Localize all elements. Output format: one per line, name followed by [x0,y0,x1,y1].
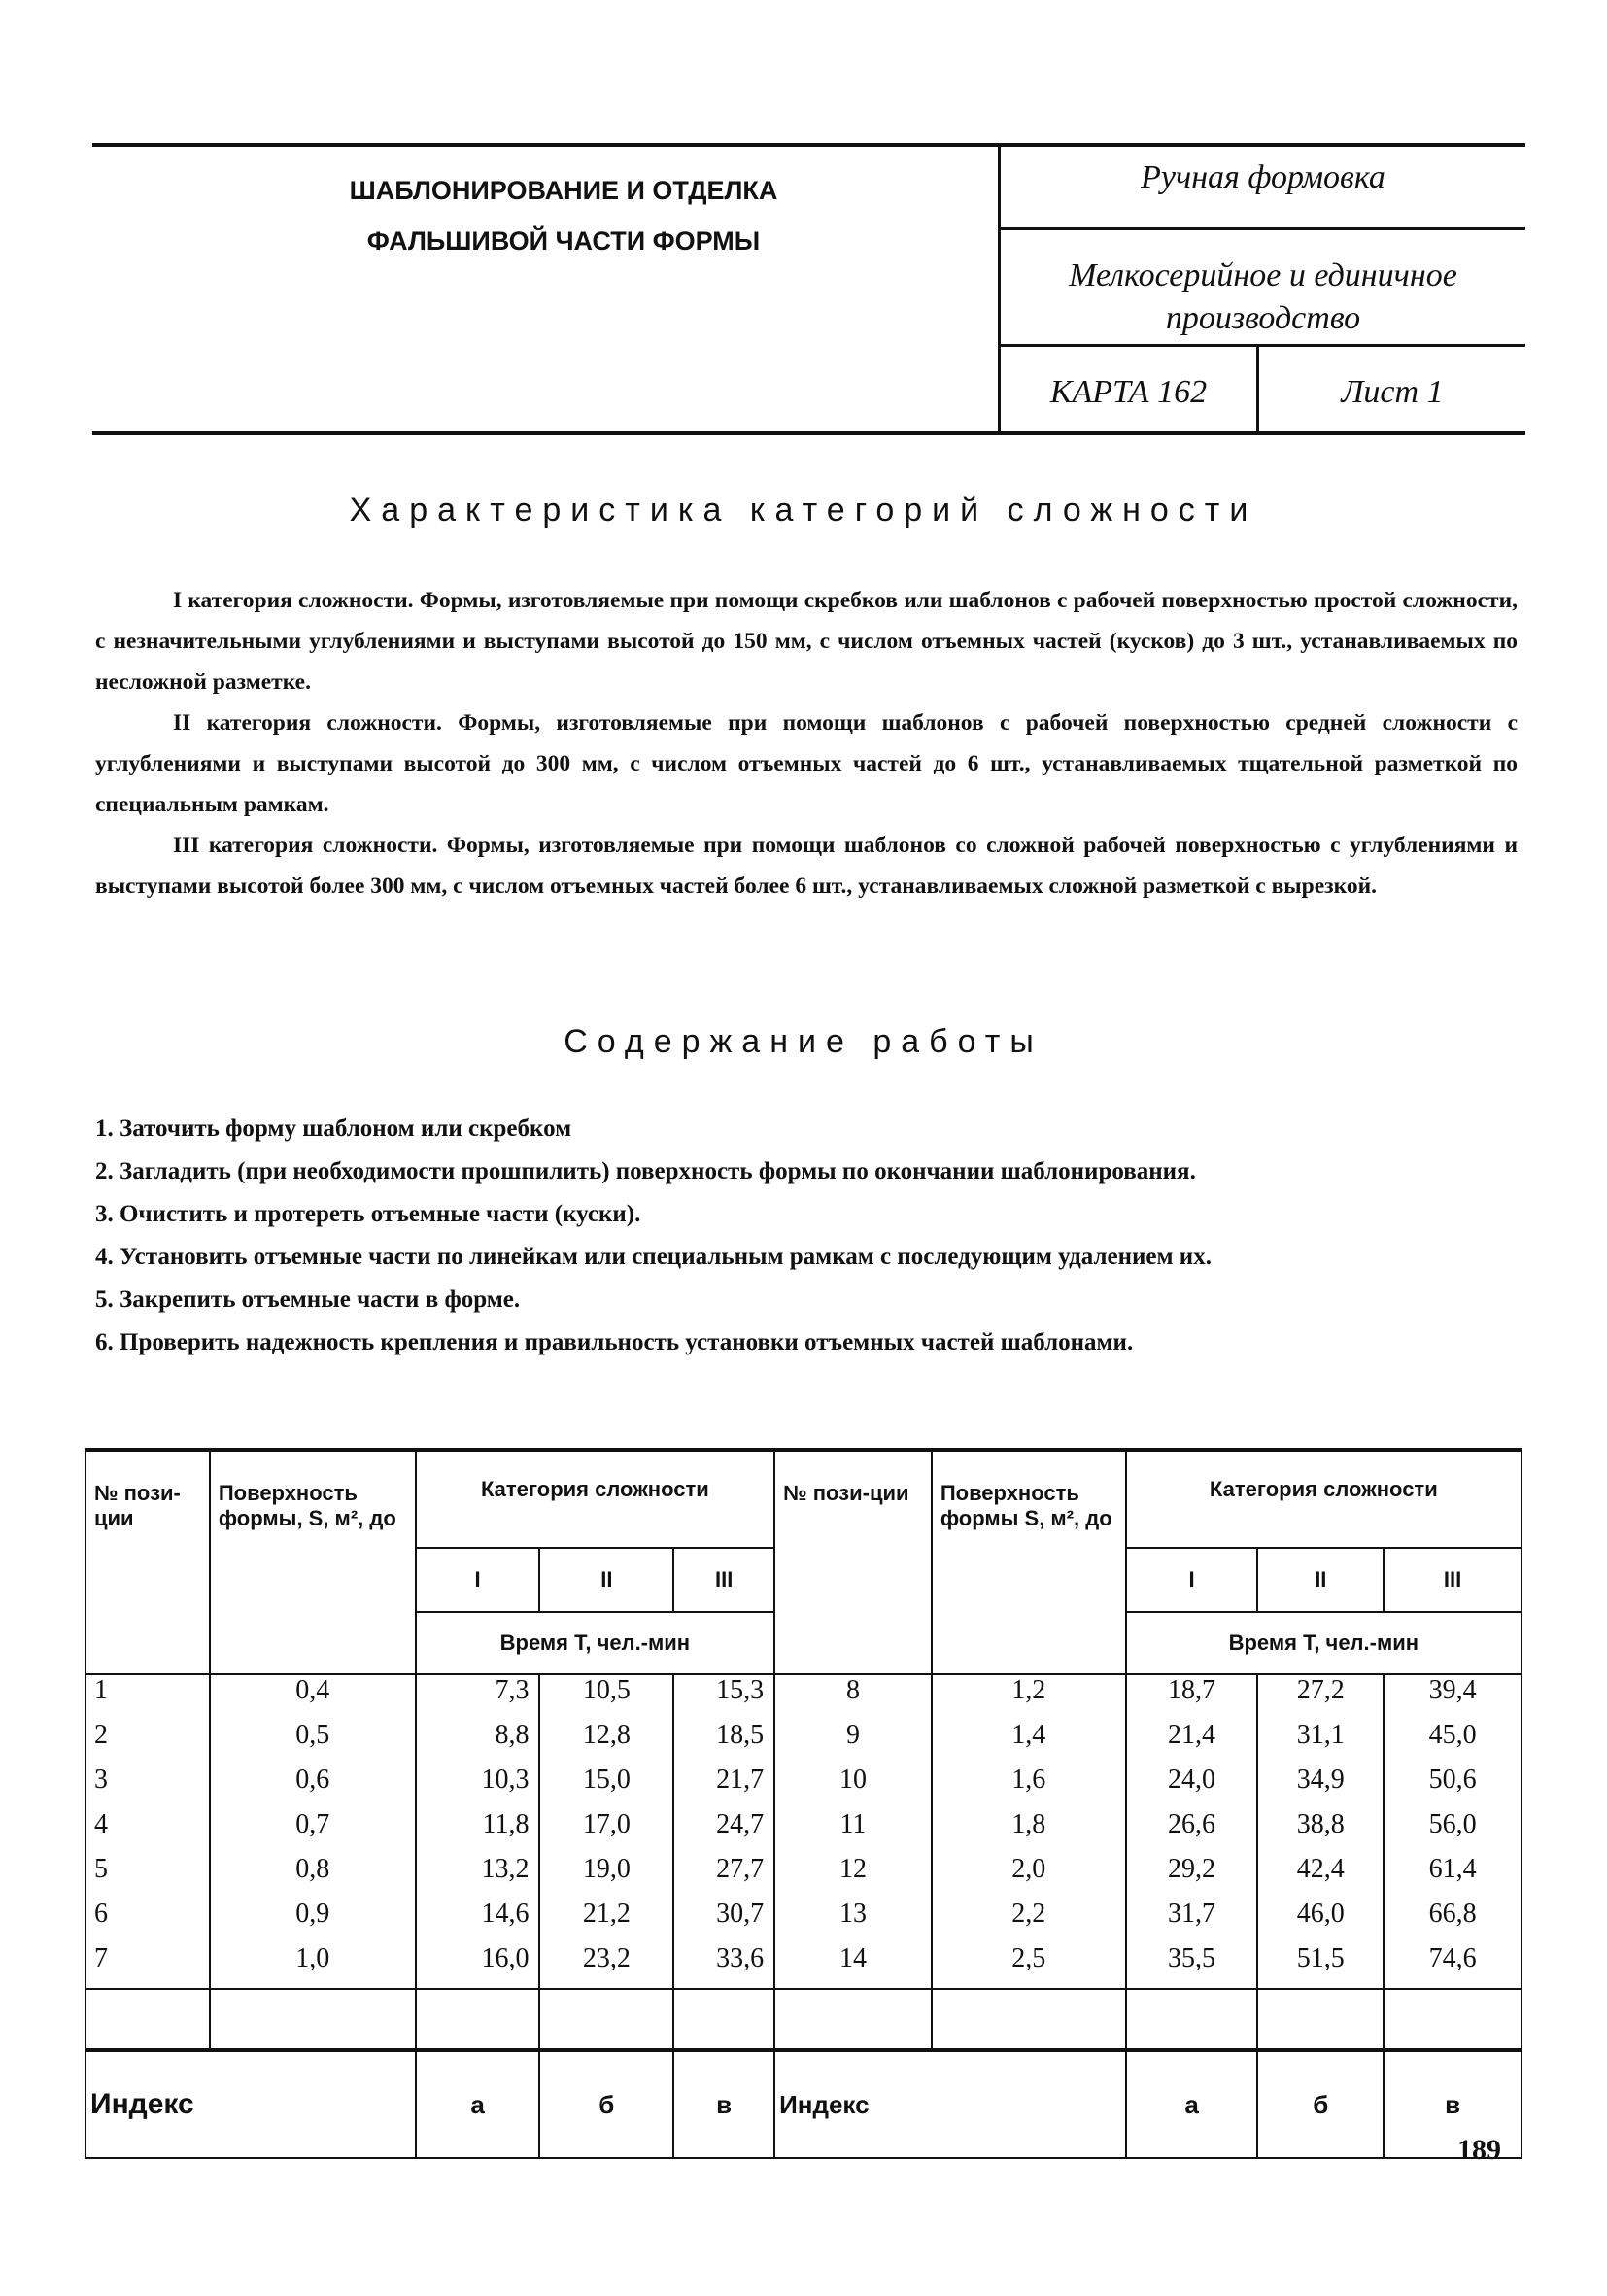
position-cell: 3 [85,1765,210,1809]
time-cat-ii-cell: 46,0 [1257,1899,1384,1943]
category-header-right: Категория сложности [1126,1450,1522,1548]
surface-cell: 2,5 [932,1943,1126,1989]
surface-cell: 2,0 [932,1854,1126,1899]
time-cat-iii-cell: 74,6 [1384,1943,1522,1989]
index-symbol-v-right: в [1384,2050,1522,2158]
position-cell: 10 [774,1765,932,1809]
sheet-number: Лист 1 [1341,374,1444,410]
time-cat-ii-cell: 12,8 [539,1720,673,1765]
surface-cell: 1,6 [932,1765,1126,1809]
category-2-text: II категория сложности. Формы, изготовляемые при помощи шаблонов с рабочей поверхностью средней сложности с углублениями и выступами высотой до 300 мм, с числом отъемных частей до 6 шт., устанавливаемых тщательной разметкой по специальным рамкам. [95,710,1518,817]
table-row [85,1674,1522,1720]
gap-cell [932,1989,1126,2050]
table-row [85,1854,1522,1899]
category-ii-right: II [1257,1548,1384,1612]
time-cat-ii-cell: 38,8 [1257,1809,1384,1854]
index-symbol-a-left: а [416,2050,540,2158]
time-cat-ii-cell: 34,9 [1257,1765,1384,1809]
surface-cell: 1,4 [932,1720,1126,1765]
position-cell: 2 [85,1720,210,1765]
header-bottom-rule [92,431,1525,435]
time-cat-i-cell: 8,8 [416,1720,540,1765]
position-cell: 5 [85,1854,210,1899]
position-cell: 4 [85,1809,210,1854]
surface-cell: 0,6 [210,1765,416,1809]
time-cat-ii-cell: 21,2 [539,1899,673,1943]
header-row-divider-1 [998,227,1525,230]
time-cat-iii-cell: 33,6 [673,1943,774,1989]
table-row [85,1809,1522,1854]
time-cat-i-cell: 11,8 [416,1809,540,1854]
time-cat-iii-cell: 50,6 [1384,1765,1522,1809]
time-cat-iii-cell: 27,7 [673,1854,774,1899]
time-label-left: Время Т, чел.-мин [416,1612,774,1674]
time-cat-i-cell: 18,7 [1126,1674,1258,1720]
time-cat-iii-cell: 56,0 [1384,1809,1522,1854]
work-step: 1. Заточить форму шаблоном или скребком [95,1115,572,1142]
surface-cell: 0,8 [210,1854,416,1899]
surface-cell: 1,8 [932,1809,1126,1854]
time-cat-i-cell: 31,7 [1126,1899,1258,1943]
header-top-rule [92,143,1525,147]
process-type: Ручная формовка [1141,159,1385,195]
work-step: 2. Загладить (при необходимости прошпилить) поверхность формы по окончании шаблонирования. [95,1158,1196,1184]
gap-cell [1384,1989,1522,2050]
complexity-heading: Характеристика категорий сложности [349,492,1258,529]
position-cell: 6 [85,1899,210,1943]
table-row [85,1899,1522,1943]
gap-cell [210,1989,416,2050]
gap-cell [1257,1989,1384,2050]
time-cat-i-cell: 13,2 [416,1854,540,1899]
surface-cell: 0,9 [210,1899,416,1943]
category-i-right: I [1126,1548,1258,1612]
time-cat-ii-cell: 31,1 [1257,1720,1384,1765]
gap-cell [774,1989,932,2050]
card-number: КАРТА 162 [1049,374,1208,410]
table-row [85,1720,1522,1765]
complexity-description [95,580,1518,907]
gap-cell [673,1989,774,2050]
category-1-text: I категория сложности. Формы, изготовляемые при помощи скребков или шаблонов с рабочей поверхностью простой сложности, с незначительными углублениями и выступами высотой до 150 мм, с числом отъемных частей (кусков) до 3 шт., устанавливаемых по несложной разметке. [95,588,1518,695]
work-step: 6. Проверить надежность крепления и правильность установки отъемных частей шаблонами. [95,1329,1134,1355]
time-cat-iii-cell: 61,4 [1384,1854,1522,1899]
work-step: 3. Очистить и протереть отъемные части (куски). [95,1201,641,1227]
position-cell: 1 [85,1674,210,1720]
time-cat-ii-cell: 15,0 [539,1765,673,1809]
time-cat-i-cell: 16,0 [416,1943,540,1989]
page-number: 189 [1457,2134,1501,2166]
time-cat-ii-cell: 19,0 [539,1854,673,1899]
time-label-right: Время Т, чел.-мин [1126,1612,1522,1674]
time-norm-table [85,1448,1522,2159]
surface-cell: 0,5 [210,1720,416,1765]
time-cat-i-cell: 29,2 [1126,1854,1258,1899]
time-cat-i-cell: 7,3 [416,1674,540,1720]
gap-cell [539,1989,673,2050]
time-cat-iii-cell: 24,7 [673,1809,774,1854]
index-symbol-v-left: в [673,2050,774,2158]
surface-cell: 0,7 [210,1809,416,1854]
surface-cell: 1,0 [210,1943,416,1989]
category-header-left: Категория сложности [416,1450,774,1548]
category-3-text: III категория сложности. Формы, изготовляемые при помощи шаблонов со сложной рабочей поверхностью с углублениями и выступами высотой более 300 мм, с числом отъемных частей более 6 шт., устанавливаемых сложной разметкой с вырезкой. [95,833,1518,899]
index-symbol-b-left: б [539,2050,673,2158]
table-gap-row [85,1989,1522,2050]
production-line-2: производство [1165,300,1361,336]
category-i-left: I [416,1548,540,1612]
position-cell: 12 [774,1854,932,1899]
surface-cell: 0,4 [210,1674,416,1720]
category-iii-left: III [673,1548,774,1612]
position-header-left: № пози-ции [85,1450,210,1674]
time-cat-i-cell: 21,4 [1126,1720,1258,1765]
index-row [85,2050,1522,2158]
position-cell: 14 [774,1943,932,1989]
time-cat-iii-cell: 39,4 [1384,1674,1522,1720]
position-cell: 9 [774,1720,932,1765]
gap-cell [85,1989,210,2050]
surface-header-left: Поверхность формы, S, м², до [210,1450,416,1674]
position-cell: 8 [774,1674,932,1720]
position-cell: 7 [85,1943,210,1989]
time-cat-ii-cell: 51,5 [1257,1943,1384,1989]
category-ii-left: II [539,1548,673,1612]
time-cat-ii-cell: 10,5 [539,1674,673,1720]
time-cat-iii-cell: 21,7 [673,1765,774,1809]
work-steps-list [95,1108,1533,1364]
index-label-right: Индекс [774,2050,1126,2158]
work-step: 4. Установить отъемные части по линейкам или специальным рамкам с последующим удалением их. [95,1244,1212,1270]
time-cat-ii-cell: 23,2 [539,1943,673,1989]
gap-cell [416,1989,540,2050]
time-cat-i-cell: 14,6 [416,1899,540,1943]
time-cat-i-cell: 10,3 [416,1765,540,1809]
gap-cell [1126,1989,1258,2050]
index-symbol-a-right: а [1126,2050,1258,2158]
production-type [1001,255,1525,340]
time-cat-iii-cell: 15,3 [673,1674,774,1720]
index-label-left: Индекс [85,2050,416,2158]
time-cat-iii-cell: 30,7 [673,1899,774,1943]
time-cat-i-cell: 35,5 [1126,1943,1258,1989]
time-cat-ii-cell: 17,0 [539,1809,673,1854]
position-cell: 11 [774,1809,932,1854]
time-norm-table-wrapper [85,1448,1522,2159]
position-cell: 13 [774,1899,932,1943]
surface-cell: 1,2 [932,1674,1126,1720]
work-heading: Содержание работы [564,1023,1043,1060]
time-cat-iii-cell: 18,5 [673,1720,774,1765]
title-line-1: ШАБЛОНИРОВАНИЕ И ОТДЕЛКА [349,176,778,205]
time-cat-i-cell: 26,6 [1126,1809,1258,1854]
document-title [291,165,836,266]
time-cat-iii-cell: 45,0 [1384,1720,1522,1765]
time-cat-ii-cell: 42,4 [1257,1854,1384,1899]
production-line-1: Мелкосерийное и единичное [1069,257,1457,293]
time-cat-iii-cell: 66,8 [1384,1899,1522,1943]
table-body [85,1674,1522,1989]
table-row [85,1943,1522,1989]
header-row-divider-2 [998,344,1525,347]
surface-cell: 2,2 [932,1899,1126,1943]
surface-header-right: Поверхность формы S, м², до [932,1450,1126,1674]
position-header-right: № пози-ции [774,1450,932,1674]
time-cat-i-cell: 24,0 [1126,1765,1258,1809]
time-cat-ii-cell: 27,2 [1257,1674,1384,1720]
table-row [85,1765,1522,1809]
work-step: 5. Закрепить отъемные части в форме. [95,1286,521,1313]
title-line-2: ФАЛЬШИВОЙ ЧАСТИ ФОРМЫ [366,226,761,256]
index-symbol-b-right: б [1257,2050,1384,2158]
category-iii-right: III [1384,1548,1522,1612]
